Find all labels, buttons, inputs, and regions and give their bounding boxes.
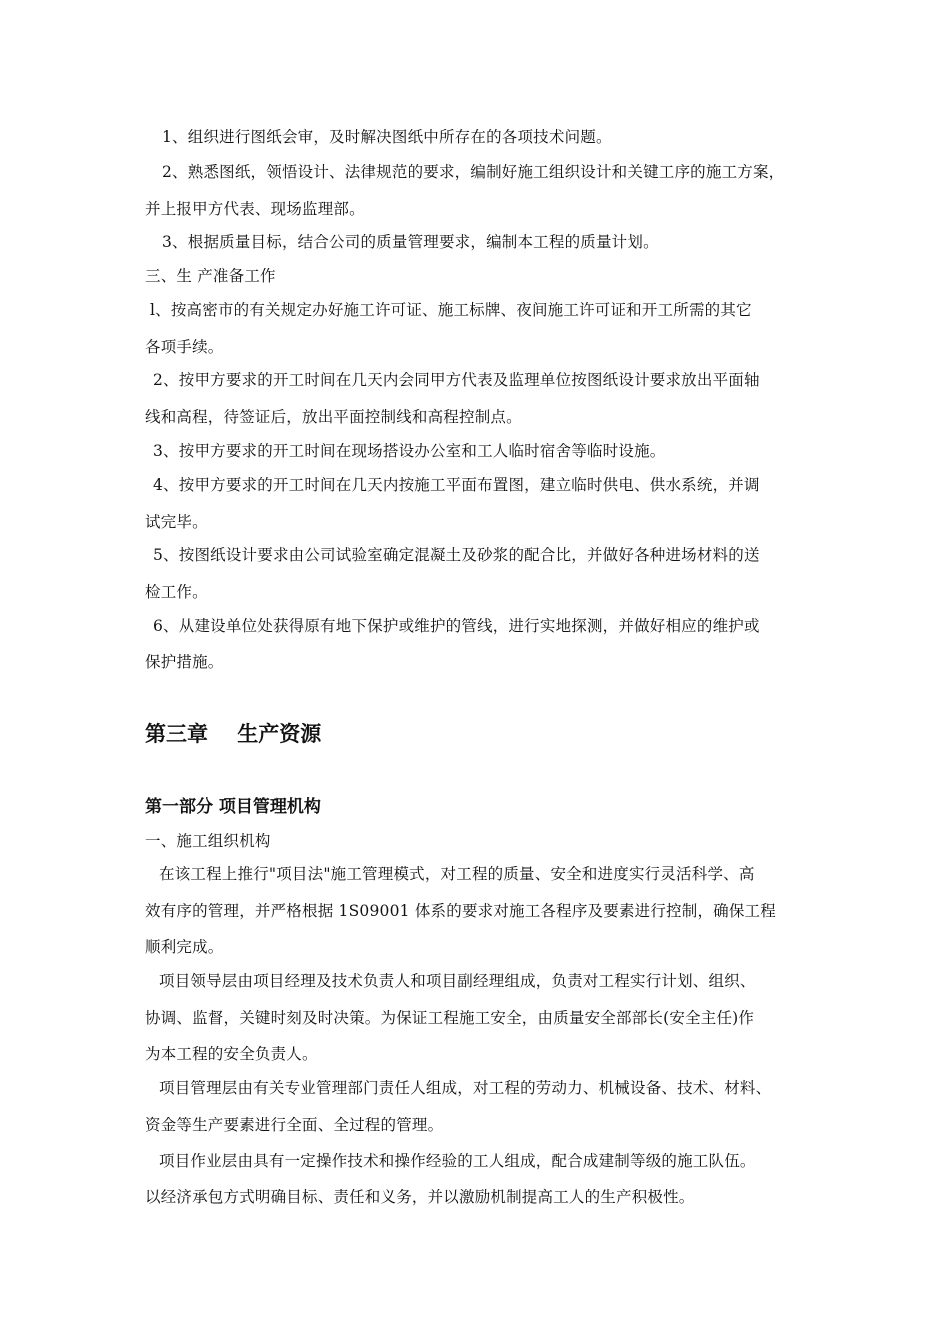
org-paragraph-4-line-2: 以经济承包方式明确目标、责任和义务，并以激励机制提高工人的生产积极性。	[145, 1188, 695, 1206]
production-prep-item-2: 2、按甲方要求的开工时间在几天内会同甲方代表及监理单位按图纸设计要求放出平面轴	[153, 371, 760, 389]
org-paragraph-2-line-2: 协调、监督，关键时刻及时决策。为保证工程施工安全，由质量安全部部长(安全主任)作	[145, 1009, 755, 1027]
production-prep-item-2-cont: 线和高程，待签证后，放出平面控制线和高程控制点。	[145, 408, 522, 426]
production-prep-item-3: 3、按甲方要求的开工时间在现场搭设办公室和工人临时宿舍等临时设施。	[153, 442, 666, 460]
production-prep-item-1: l、按高密市的有关规定办好施工许可证、施工标牌、夜间施工许可证和开工所需的其它	[150, 301, 752, 319]
tech-prep-item-2-cont: 并上报甲方代表、现场监理部。	[145, 200, 365, 218]
org-structure-subheading: 一、施工组织机构	[145, 832, 271, 850]
production-prep-item-5: 5、按图纸设计要求由公司试验室确定混凝土及砂浆的配合比，并做好各种进场材料的送	[153, 546, 760, 564]
tech-prep-item-2: 2、熟悉图纸，领悟设计、法律规范的要求，编制好施工组织设计和关键工序的施工方案，	[162, 163, 785, 181]
production-prep-item-5-cont: 检工作。	[145, 583, 208, 601]
production-prep-item-6: 6、从建设单位处获得原有地下保护或维护的管线，进行实地探测，并做好相应的维护或	[153, 617, 760, 635]
production-prep-item-1-cont: 各项手续。	[145, 338, 224, 356]
production-prep-item-4: 4、按甲方要求的开工时间在几天内按施工平面布置图，建立临时供电、供水系统，并调	[153, 476, 760, 494]
org-paragraph-1-line-1: 在该工程上推行"项目法"施工管理模式，对工程的质量、安全和进度实行灵活科学、高	[159, 865, 755, 883]
production-prep-item-6-cont: 保护措施。	[145, 653, 224, 671]
tech-prep-item-1: 1、组织进行图纸会审，及时解决图纸中所存在的各项技术问题。	[162, 128, 612, 146]
org-paragraph-3-line-2: 资金等生产要素进行全面、全过程的管理。	[145, 1116, 444, 1134]
production-prep-heading: 三、生 产准备工作	[145, 267, 276, 285]
org-paragraph-3-line-1: 项目管理层由有关专业管理部门责任人组成，对工程的劳动力、机械设备、技术、材料、	[159, 1079, 772, 1097]
tech-prep-item-3: 3、根据质量目标，结合公司的质量管理要求，编制本工程的质量计划。	[162, 233, 659, 251]
org-paragraph-2-line-3: 为本工程的安全负责人。	[145, 1045, 318, 1063]
org-paragraph-1-line-3: 顺利完成。	[145, 938, 224, 956]
chapter-heading: 第三章 生产资源	[145, 722, 322, 746]
org-paragraph-2-line-1: 项目领导层由项目经理及技术负责人和项目副经理组成，负责对工程实行计划、组织、	[159, 972, 756, 990]
org-paragraph-1-line-2: 效有序的管理，并严格根据 1S09001 体系的要求对施工各程序及要素进行控制，确保工程	[145, 902, 776, 920]
org-paragraph-4-line-1: 项目作业层由具有一定操作技术和操作经验的工人组成，配合成建制等级的施工队伍。	[159, 1152, 756, 1170]
part-heading: 第一部分 项目管理机构	[145, 797, 321, 817]
production-prep-item-4-cont: 试完毕。	[145, 513, 208, 531]
